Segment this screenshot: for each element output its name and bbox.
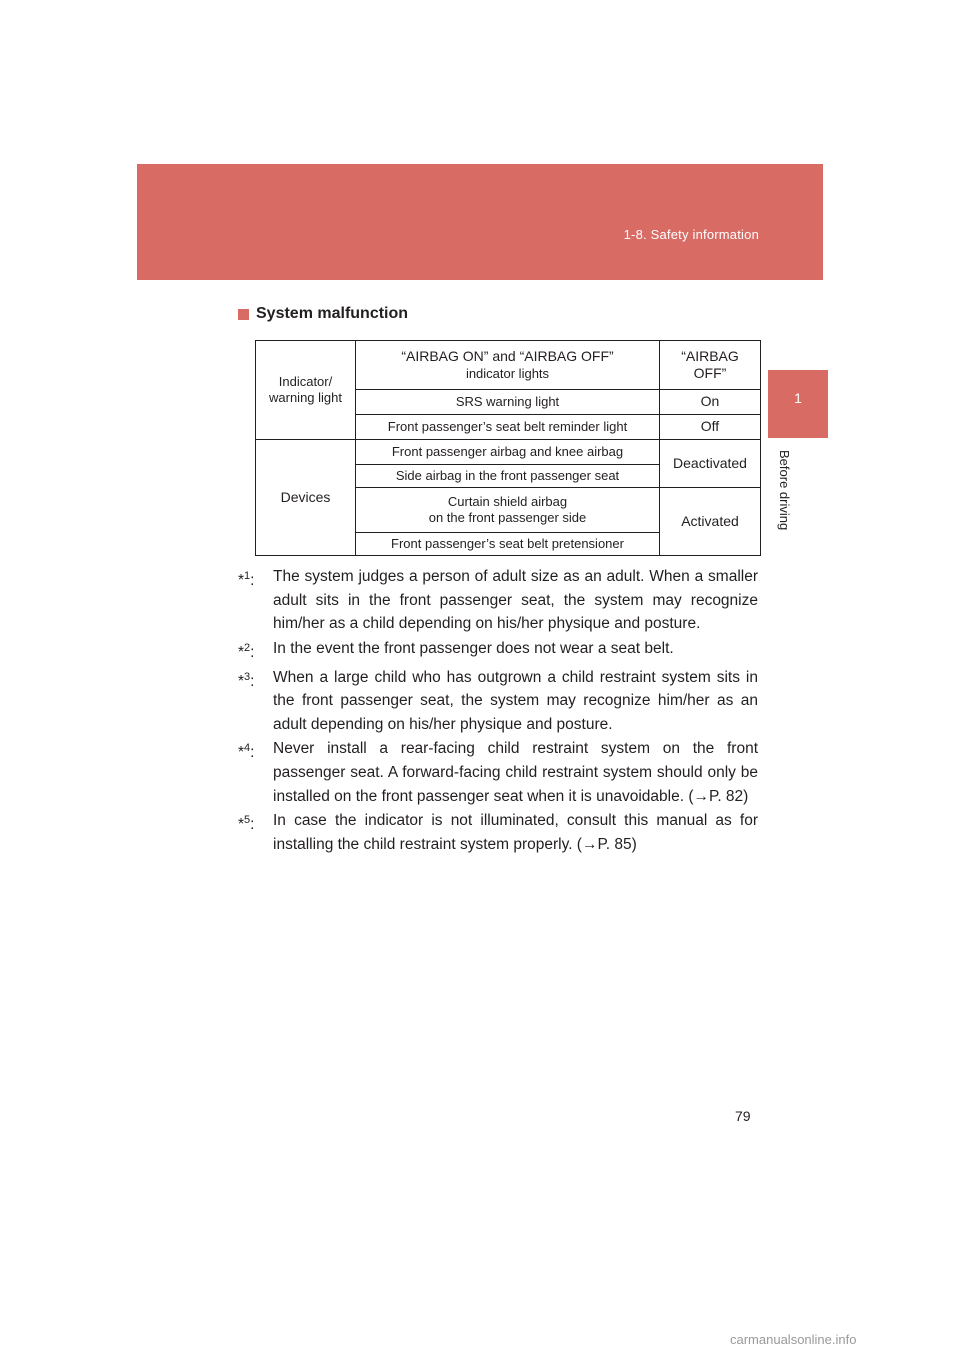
chapter-number: 1: [794, 390, 802, 406]
seatbelt-reminder-value: Off: [660, 415, 761, 440]
activated-value: Activated: [660, 488, 761, 556]
srs-label: SRS warning light: [356, 390, 660, 415]
footnote-text: Never install a rear-facing child restraint system on the front passenger seat. A forward-facing child restraint system should only be installed on the front passenger seat when it is unavoidable. (→P. 82): [273, 740, 758, 805]
footnote-mark: *$^2$:: [238, 641, 255, 661]
footnote-text: When a large child who has outgrown a child restraint system sits in the front passenger seat, the system may recognize him/her as an adult depending on his/her physique and posture.: [273, 668, 758, 733]
curtain-airbag-cell: [356, 488, 660, 533]
curtain-airbag-line1: Curtain shield airbag: [447, 493, 568, 509]
seatbelt-reminder-label: Front passenger’s seat belt reminder light: [356, 415, 660, 440]
indicator-group-cell: Indicator/ warning light: [256, 341, 356, 440]
square-bullet-icon: [238, 309, 249, 320]
footnotes: [238, 565, 758, 857]
footnote-text: In case the indicator is not illuminated, consult this manual as for installing the child restraint system properly. (→P. 85): [273, 812, 758, 853]
chapter-label: Before driving: [777, 450, 792, 531]
footnote: [238, 565, 758, 636]
curtain-airbag-line2: on the front passenger side: [428, 510, 587, 525]
footnote-text: In the event the front passenger does not wear a seat belt.: [273, 639, 674, 657]
footnote-text: The system judges a person of adult size as an adult. When a smaller adult sits in the front passenger seat, the system may recognize him/her as a child depending on his/her physique and posture.: [273, 568, 758, 633]
airbag-lights-line1: “AIRBAG ON” and “AIRBAG OFF”: [401, 348, 614, 365]
srs-value: On: [660, 390, 761, 415]
airbag-lights-cell: [356, 341, 660, 390]
footnote-mark: *$^3$:: [238, 670, 255, 690]
airbag-lights-value: “AIRBAG OFF”: [660, 341, 761, 390]
footnote-mark: *$^5$:: [238, 814, 255, 834]
status-table: [255, 340, 761, 556]
footnote-mark: *$^1$:: [238, 570, 255, 590]
airbag-lights-line2: indicator lights: [465, 365, 550, 381]
footnote: [238, 809, 758, 856]
chapter-tab: [768, 370, 828, 438]
footnote-mark: *$^4$:: [238, 742, 255, 762]
footnote: [238, 637, 758, 665]
devices-group-cell: Devices: [256, 440, 356, 556]
deactivated-value: Deactivated: [660, 440, 761, 488]
pretensioner-label: Front passenger’s seat belt pretensioner: [356, 533, 660, 556]
header-band: [137, 164, 823, 280]
section-title: 1-8. Safety information: [623, 227, 759, 242]
section-heading-text: System malfunction: [256, 305, 409, 322]
page-number: 79: [735, 1108, 751, 1124]
footnote: [238, 666, 758, 737]
front-airbag-label: Front passenger airbag and knee airbag: [356, 440, 660, 465]
side-airbag-label: Side airbag in the front passenger seat: [356, 465, 660, 488]
footnote: [238, 737, 758, 808]
watermark: carmanualsonline.info: [730, 1332, 857, 1347]
section-heading: [238, 305, 408, 323]
